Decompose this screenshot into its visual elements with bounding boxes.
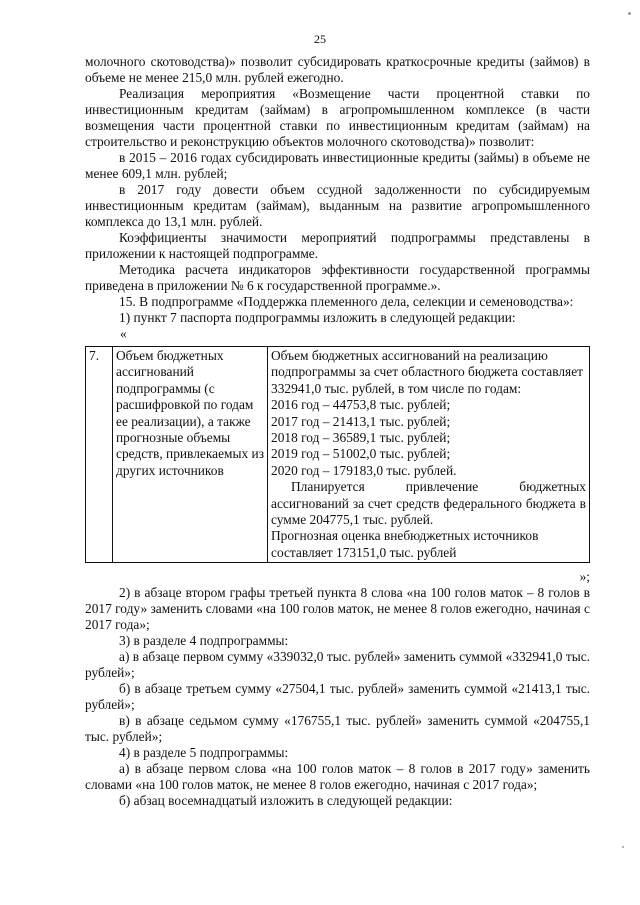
paragraph: 1) пункт 7 паспорта подпрограммы изложить в следующей редакции: [119, 310, 516, 325]
row-name-cell: Объем бюджетных ассигнований подпрограммы (с расшифровкой по годам ее реализации), а также прогнозные объемы средств, привлекаемых из других источников [113, 347, 268, 563]
paragraph: 15. В подпрограмме «Поддержка племенного дела, селекции и семеноводства»: [119, 294, 574, 309]
content-line: 2017 год – 21413,1 тыс. рублей; [271, 413, 451, 429]
paragraph: 3) в разделе 4 подпрограммы: [119, 633, 289, 649]
content-line: 2020 год – 179183,0 тыс. рублей. [271, 462, 457, 478]
row-content-cell [268, 347, 590, 563]
content-line: 2018 год – 36589,1 тыс. рублей; [271, 430, 451, 446]
document-body [85, 54, 590, 809]
paragraph: 2) в абзаце втором графы третьей пункта 8 слова «на 100 голов маток – 8 голов в 2017 году» заменить словами «на 100 голов маток, не менее 8 голов ежегодно, начиная с 2017 года»; [85, 585, 590, 633]
paragraph: Коэффициенты значимости мероприятий подпрограммы представлены в приложении к настоящей подпрограмме. [85, 230, 590, 261]
paragraph: в 2017 году довести объем ссудной задолженности по субсидируемым инвестиционным кредитам (займам), выданным на развитие агропромышленного комплекса до 13,1 млн. рублей. [85, 182, 590, 229]
paragraph: в 2015 – 2016 годах субсидировать инвестиционные кредиты (займы) в объеме не менее 609,1 млн. рублей; [85, 150, 590, 181]
content-line: Объем бюджетных ассигнований на реализацию подпрограммы за счет областного бюджета составляет 332941,0 тыс. рублей, в том числе по годам: [271, 348, 583, 396]
opening-quote: « [120, 326, 127, 341]
content-line: Планируется привлечение бюджетных ассигнований за счет средств федерального бюджета в сумме 204775,1 тыс. рублей. [271, 479, 586, 528]
scan-artifact [628, 12, 631, 15]
passport-table [85, 346, 590, 563]
paragraph: а) в абзаце первом сумму «339032,0 тыс. рублей» заменить суммой «332941,0 тыс. рублей»; [85, 649, 590, 681]
paragraph: Реализация мероприятия «Возмещение части процентной ставки по инвестиционным кредитам (займам) в агропромышленном комплексе (в части возмещения части процентной ставки по инвестиционным кредитам (займам) на строительство и реконструкцию объектов молочного скотоводства)» позволит: [85, 86, 590, 149]
paragraph: б) в абзаце третьем сумму «27504,1 тыс. рублей» заменить суммой «21413,1 тыс. рублей»; [85, 681, 590, 713]
table-row [86, 347, 590, 563]
closing-quote: »; [579, 569, 590, 585]
scan-artifact [622, 846, 624, 848]
content-line: 2016 год – 44753,8 тыс. рублей; [271, 397, 451, 413]
paragraph: молочного скотоводства)» позволит субсидировать краткосрочные кредиты (займов) в объеме не менее 215,0 млн. рублей ежегодно. [85, 54, 590, 85]
row-number-cell: 7. [86, 347, 113, 563]
paragraph: Методика расчета индикаторов эффективности государственной программы приведена в приложении № 6 к государственной программе.». [85, 262, 590, 293]
content-line: Прогнозная оценка внебюджетных источников составляет 173151,0 тыс. рублей [271, 528, 539, 560]
paragraph: в) в абзаце седьмом сумму «176755,1 тыс. рублей» заменить суммой «204755,1 тыс. рублей»; [85, 713, 590, 745]
page-number: 25 [314, 32, 326, 46]
paragraph: а) в абзаце первом слова «на 100 голов маток – 8 голов в 2017 году» заменить словами «на 100 голов маток, не менее 8 голов ежегодно, начиная с 2017 года»; [85, 761, 590, 793]
paragraph: 4) в разделе 5 подпрограммы: [119, 745, 289, 761]
paragraph: б) абзац восемнадцатый изложить в следующей редакции: [119, 793, 453, 809]
content-line: 2019 год – 51002,0 тыс. рублей; [271, 446, 451, 462]
